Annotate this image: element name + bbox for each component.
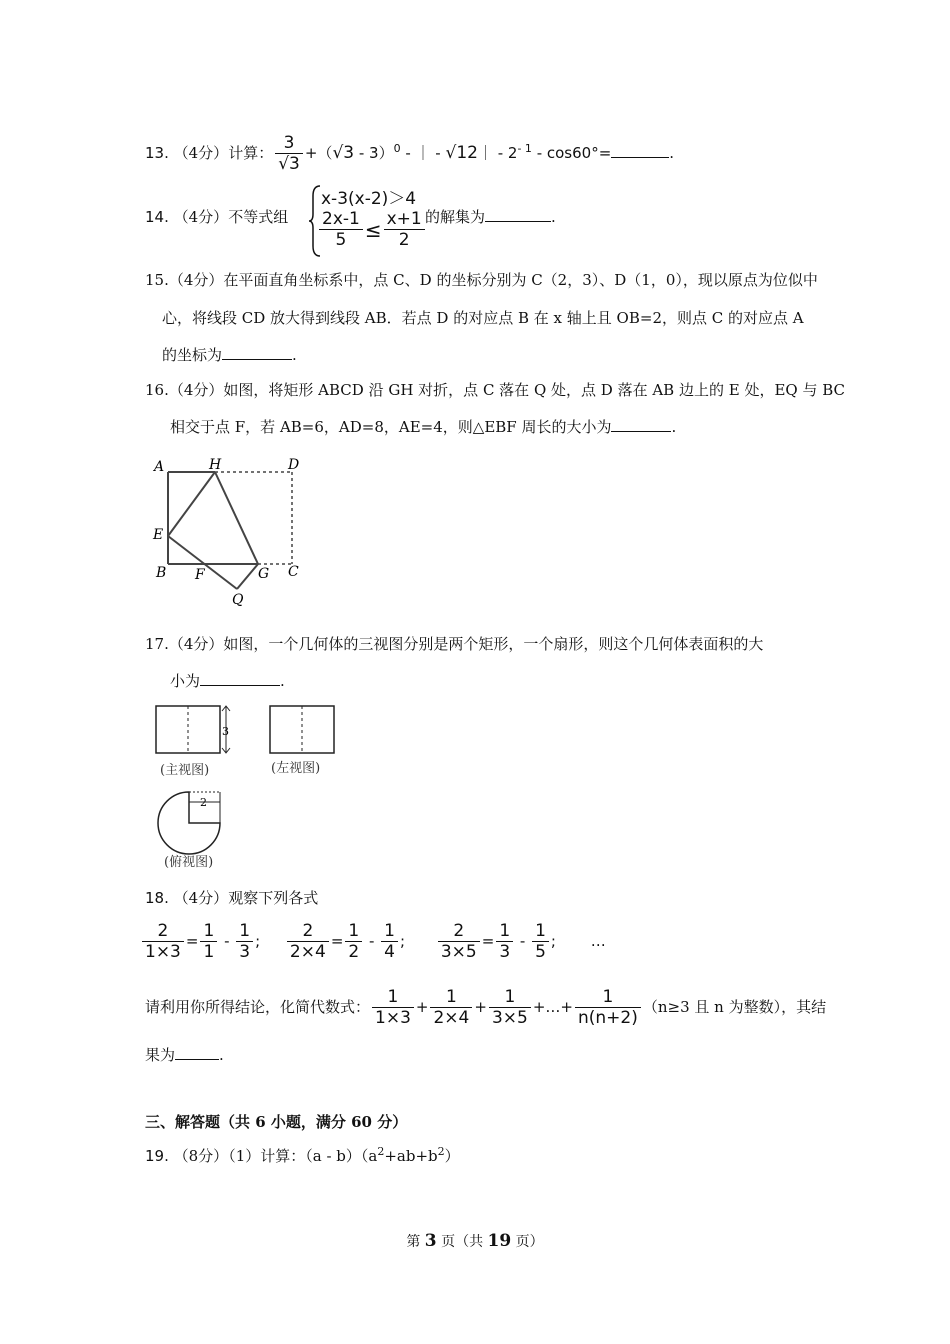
section-3-heading: 三、解答题（共 6 小题，满分 60 分） — [145, 1113, 408, 1131]
q18-eq-1: $\frac{2}{1\times 3}$ = $\frac{1}{1}$ - $\frac{1}{3}$ ; — [140, 922, 260, 962]
q18-equations — [140, 922, 606, 962]
q18-line-2: 请利用你所得结论，化简代数式： $\frac{1}{1\times 3}$ + $\frac{1}{2\times 4}$ + $\frac{1}{3\times 5}$ +…+ $\frac{1}{n(n+2)}$ （n≥3 且 n 为整数），其结 — [145, 987, 827, 1028]
q18-eq-3: $\frac{2}{3\times 5}$ = $\frac{1}{3}$ - $\frac{1}{5}$ ; — [436, 922, 556, 962]
q18-answer-blank — [175, 1045, 219, 1060]
q15-line-1: 15.（4分）在平面直角坐标系中，点 C、D 的坐标分别为 C（2，3）、D（1，0），现以原点为位似中 — [145, 271, 818, 289]
top-caption: (俯视图) — [164, 855, 214, 870]
side-caption: (左视图) — [271, 761, 321, 776]
dim-radius: 2 — [200, 796, 207, 809]
label-D: D — [288, 457, 300, 473]
q16-line-1: 16.（4分）如图，将矩形 ABCD 沿 GH 对折，点 C 落在 Q 处，点 D 落在 AB 边上的 E 处，EQ 与 BC — [145, 381, 846, 399]
q17-answer-blank — [200, 671, 280, 686]
q14-number: 14. — [145, 208, 169, 226]
label-G: G — [258, 566, 270, 582]
q18-line-3: 果为 . — [145, 1046, 224, 1064]
front-caption: (主视图) — [160, 763, 210, 778]
label-F: F — [195, 567, 205, 583]
q18-line-1: 18. （4分）观察下列各式 — [145, 889, 319, 907]
q14-inequality-1: x-3(x-2)＞4 — [321, 189, 417, 209]
q13-score: （4分） — [173, 144, 229, 162]
q14-answer-blank — [485, 207, 551, 222]
q14-score: （4分） — [173, 208, 229, 226]
q17-three-views — [150, 700, 350, 870]
label-C: C — [288, 564, 299, 580]
label-A: A — [154, 459, 165, 475]
q15-line-3: 的坐标为 . — [162, 346, 297, 364]
page-footer: 第 3 页（共 19 页） — [406, 1231, 544, 1251]
q15-line-2: 心，将线段 CD 放大得到线段 AB．若点 D 的对应点 B 在 x 轴上且 OB=2，则点 C 的对应点 A — [162, 309, 804, 327]
q16-answer-blank — [611, 417, 671, 432]
question-19: 19. （8分）（1）计算：$(a - b)(a^2+ab+b^2)$ — [145, 1145, 460, 1165]
q14-fraction-right: $\frac{x+1}{2}$ — [384, 210, 425, 250]
q16-figure — [150, 455, 320, 610]
q13-number: 13. — [145, 144, 169, 162]
q18-ellipsis: … — [590, 932, 606, 950]
q15-answer-blank — [222, 345, 292, 360]
label-E: E — [153, 527, 164, 543]
q17-line-2: 小为 . — [170, 672, 285, 690]
q14-tail: 的解集为 — [425, 208, 486, 226]
label-Q: Q — [232, 592, 244, 608]
q13-fraction: $\frac{3}{√3}$ — [275, 134, 303, 174]
q14-lead: 不等式组 — [228, 208, 289, 226]
page-total: 19 — [487, 1231, 512, 1251]
q13-lead: 计算： — [228, 144, 274, 162]
q13-answer-blank — [611, 143, 669, 158]
q18-eq-2: $\frac{2}{2\times 4}$ = $\frac{1}{2}$ - $\frac{1}{4}$ ; — [285, 922, 405, 962]
dim-height: 3 — [222, 725, 229, 738]
question-13: 13. （4分）计算： $\frac{3}{√3}$ +（√3 - 3）$^0$ - ｜ - √12｜ - $2^{- 1} - \cos 60^\circ=$ . — [145, 133, 675, 174]
q14-relation: ≤ — [364, 218, 382, 242]
label-B: B — [156, 565, 167, 581]
q17-line-1: 17.（4分）如图，一个几何体的三视图分别是两个矩形，一个扇形，则这个几何体表面积的大 — [145, 635, 764, 653]
label-H: H — [209, 457, 222, 473]
q16-line-2: 相交于点 F，若 AB=6，AD=8，AE=4，则△EBF 周长的大小为 . — [170, 418, 677, 436]
page-number: 3 — [424, 1231, 437, 1251]
q13-sqrt3: √3 — [332, 143, 355, 163]
q14-fraction-left: $\frac{2x-1}{5}$ — [319, 210, 363, 250]
q13-sqrt12: √12 — [445, 143, 478, 163]
